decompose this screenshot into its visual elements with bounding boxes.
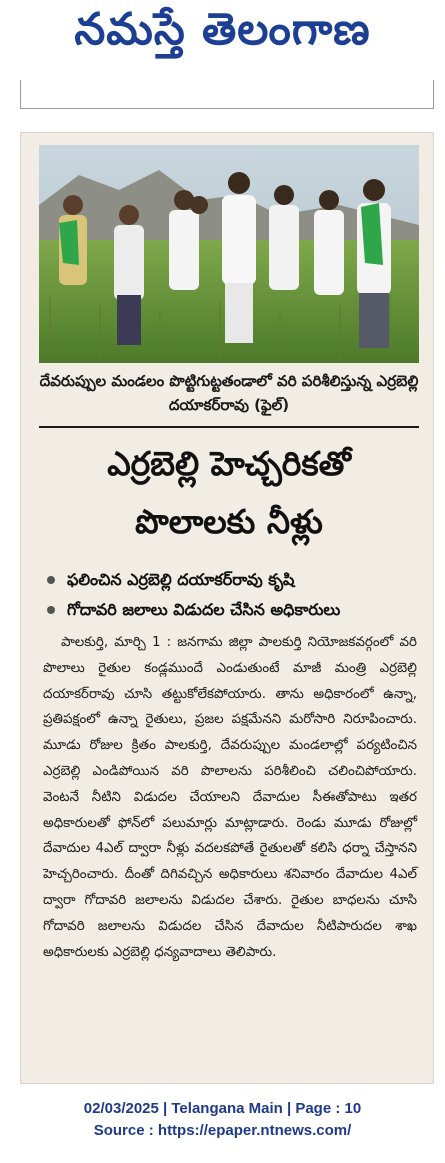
masthead-rule (20, 80, 434, 109)
photo-caption: దేవరుప్పుల మండలం పొట్టిగుట్టతండాలో వరి పరిశీలిస్తున్న ఎర్రబెల్లి దయాకర్‌రావు (ఫైల్) (39, 372, 419, 414)
news-photo-illustration (39, 145, 419, 363)
news-photo (39, 145, 419, 363)
highlight-item (45, 565, 423, 595)
highlights-list (45, 565, 423, 625)
article-body: పాలకుర్తి, మార్చి 1 : జనగామ జిల్లా పాలకుర్తి నియోజకవర్గంలో వరి పొలాలు రైతుల కండ్లముందే ఎండుతుంటే మాజీ మంత్రి ఎర్రబెల్లి దయాకర్‌రావు చూసి తట్టుకోలేకపోయారు. తాను అధికారంలో ఉన్నా, ప్రతిపక్షంలో ఉన్నా రైతులు, ప్రజల పక్షమేనని మరోసారి నిరూపించారు. మూడు రోజుల క్రితం పాలకుర్తి, దేవరుప్పుల మండలాల్లో పర్యటించిన ఎర్రబెల్లి ఎండిపోయిన వరి పొలాలను పరిశీలించి చలించిపోయారు. వెంటనే నీటిని విడుదల చేయాలని దేవాదుల సీఈతోపాటు ఇతర అధికారులతో ఫోన్‌లో పలుమార్లు మాట్లాడారు. రెండు మూడు రోజుల్లో దేవాదుల 4ఎల్ ద్వారా నీళ్లు వదలకపోతే రైతులతో కలిసి ధర్నా చేస్తానని హెచ్చరించారు. దీంతో దిగివచ్చిన అధికారులు శనివారం దేవాదుల 4ఎల్ ద్వారా గోదావరి జలాలను విడుదల చేశారు. రైతుల బాధలను చూసి గోదావరి జలాలను విడుదల చేసిన దేవాదుల నీటిపారుదల శాఖ అధికారులకు ఎర్రబెల్లి ధన్యవాదాలు తెలిపారు. (43, 635, 417, 960)
newspaper-title: నమస్తే తెలంగాణ (74, 4, 371, 55)
news-clipping (20, 132, 434, 1084)
bullet-icon (47, 606, 55, 614)
masthead (0, 0, 445, 70)
headline (39, 435, 419, 551)
highlight-text: గోదావరి జలాలు విడుదల చేసిన అధికారులు (67, 600, 341, 619)
bullet-icon (47, 576, 55, 584)
caption-divider (39, 426, 419, 428)
headline-line-1: ఎర్రబెల్లి హెచ్చరికతో (107, 444, 351, 483)
footer (0, 1098, 445, 1142)
footer-source: Source : https://epaper.ntnews.com/ (93, 1122, 352, 1139)
footer-date-page: 02/03/2025 | Telangana Main | Page : 10 (83, 1100, 362, 1117)
highlight-text: ఫలించిన ఎర్రబెల్లి దయాకర్‌రావు కృషి (67, 570, 295, 589)
highlight-item (45, 595, 423, 625)
headline-line-2: పొలాలకు నీళ్లు (135, 502, 323, 541)
